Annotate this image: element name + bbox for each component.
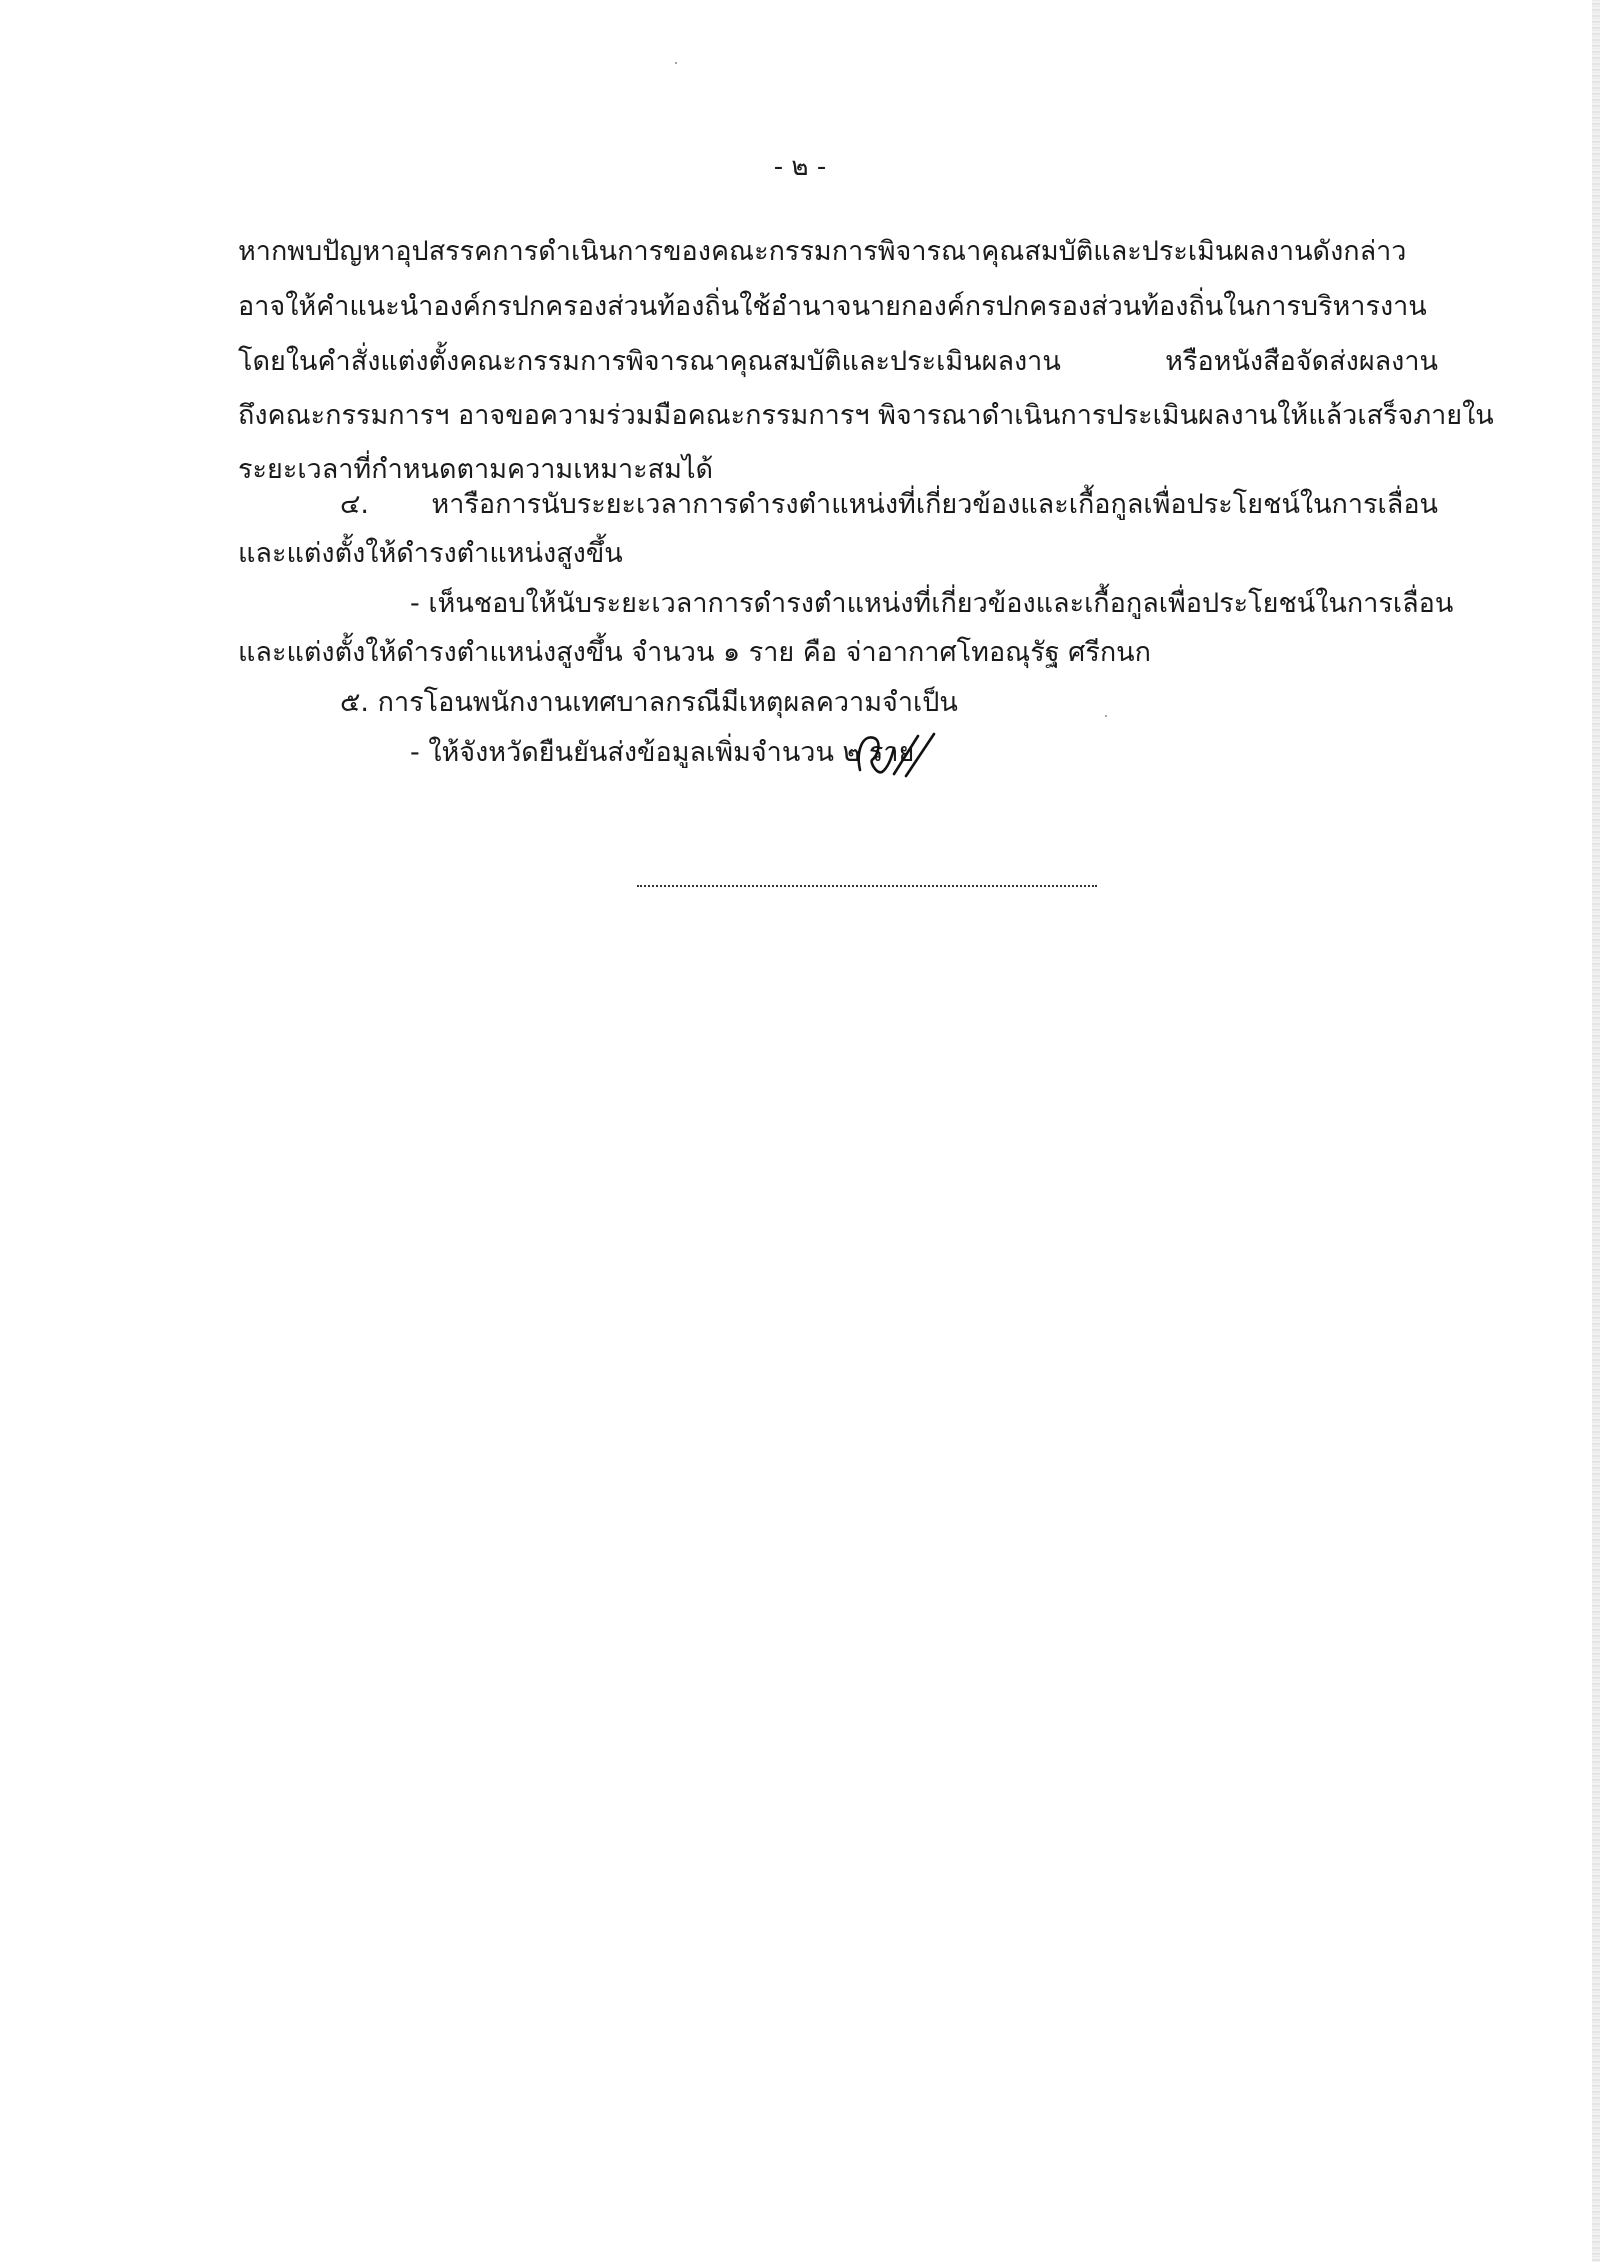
- end-dotted-rule: [637, 885, 1097, 887]
- page-number: - ๒ -: [773, 152, 827, 182]
- item-4-heading: ๔. หารือการนับระยะเวลาการดำรงตำแหน่งที่เกี่ยวข้องและเกื้อกูลเพื่อประโยชน์ในการเลื่อน: [340, 489, 1438, 520]
- item-5-heading: ๕. การโอนพนักงานเทศบาลกรณีมีเหตุผลความจำเป็น: [340, 687, 958, 718]
- handwritten-signature: [848, 712, 943, 782]
- paragraph-line: หากพบปัญหาอุปสรรคการดำเนินการของคณะกรรมการพิจารณาคุณสมบัติและประเมินผลงานดังกล่าว: [238, 236, 1407, 267]
- paragraph-line: อาจให้คำแนะนำองค์กรปกครองส่วนท้องถิ่นใช้อำนาจนายกองค์กรปกครองส่วนท้องถิ่นในการบริหารงาน: [238, 291, 1427, 322]
- paragraph-line: ระยะเวลาที่กำหนดตามความเหมาะสมได้: [238, 454, 714, 485]
- paragraph-line: โดยในคำสั่งแต่งตั้งคณะกรรมการพิจารณาคุณสมบัติและประเมินผลงาน หรือหนังสือจัดส่งผลงาน: [238, 346, 1438, 377]
- item-4-resolution: - เห็นชอบให้นับระยะเวลาการดำรงตำแหน่งที่เกี่ยวข้องและเกื้อกูลเพื่อประโยชน์ในการเลื่อน: [410, 588, 1454, 619]
- scan-speck: [675, 62, 677, 64]
- paragraph-line: ถึงคณะกรรมการฯ อาจขอความร่วมมือคณะกรรมการฯ พิจารณาดำเนินการประเมินผลงานให้แล้วเสร็จภายใน: [238, 400, 1494, 431]
- item-4-heading-cont: และแต่งตั้งให้ดำรงตำแหน่งสูงขึ้น: [238, 538, 623, 569]
- item-5-resolution: - ให้จังหวัดยืนยันส่งข้อมูลเพิ่มจำนวน ๒ ราย: [410, 737, 915, 768]
- scan-speck: [1105, 715, 1107, 717]
- scan-edge: [1592, 0, 1600, 2262]
- item-4-resolution-cont: และแต่งตั้งให้ดำรงตำแหน่งสูงขึ้น จำนวน ๑ ราย คือ จ่าอากาศโทอณุรัฐ ศรีกนก: [238, 637, 1151, 668]
